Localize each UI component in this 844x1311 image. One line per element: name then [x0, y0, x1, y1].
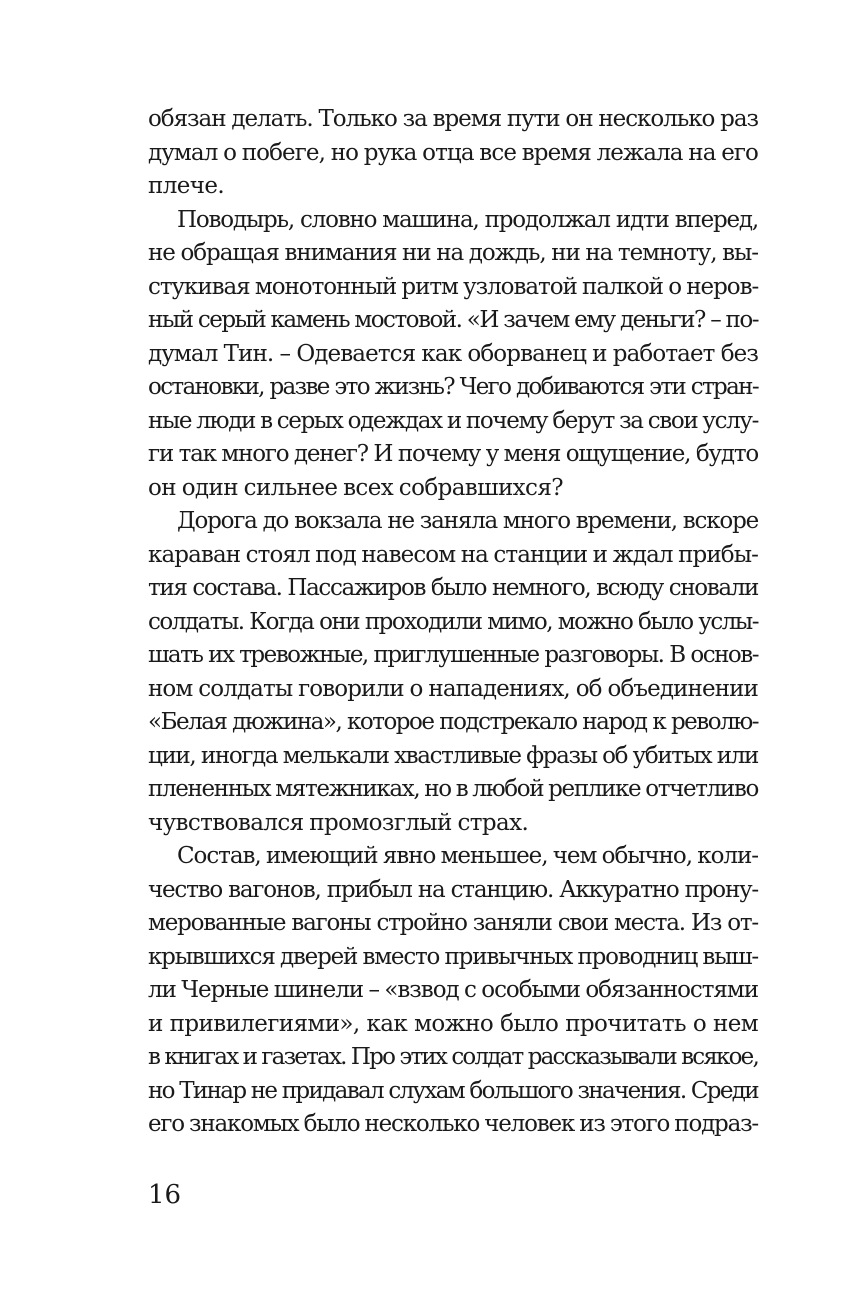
text-line: думал о побеге, но рука отца все время лежала на его [148, 139, 758, 166]
text-line: шать их тревожные, приглушенные разговоры. В основ- [148, 642, 758, 668]
text-line: солдаты. Когда они проходили мимо, можно было услы- [148, 608, 758, 635]
text-line: плененных мятежниках, но в любой реплике отчетливо [148, 776, 758, 802]
text-line: Поводырь, словно машина, продолжал идти вперед, [177, 206, 758, 233]
text-line: крывшихся дверей вместо привычных проводниц выш- [148, 943, 758, 970]
text-line: караван стоял под навесом на станции и ждал прибы- [148, 541, 758, 568]
text-line: обязан делать. Только за время пути он несколько раз [148, 106, 758, 132]
text-line: Состав, имеющий явно меньшее, чем обычно, коли- [177, 843, 758, 869]
text-line: Дорога до вокзала не заняла много времени, вскоре [177, 508, 758, 534]
body-text [148, 103, 758, 1142]
text-line: но Тинар не придавал слухам большого значения. Среди [148, 1077, 758, 1104]
text-line: остановки, разве это жизнь? Чего добиваются эти стран- [148, 374, 758, 400]
text-line: в книгах и газетах. Про этих солдат рассказывали всякое, [148, 1044, 758, 1070]
text-line: стукивая монотонный ритм узловатой палкой о неров- [148, 273, 759, 300]
text-line: ги так много денег? И почему у меня ощущение, будто [148, 441, 758, 467]
text-line: ный серый камень мостовой. «И зачем ему деньги? – по- [148, 307, 758, 333]
text-line: ные люди в серых одеждах и почему берут за свои услу- [148, 407, 758, 434]
text-line: плече. [148, 173, 225, 199]
page-number: 16 [148, 1180, 182, 1210]
text-line: думал Тин. – Одевается как оборванец и работает без [148, 340, 758, 367]
text-line: чувствовался промозглый страх. [148, 809, 529, 836]
text-line: тия состава. Пассажиров было немного, всюду сновали [148, 575, 758, 601]
text-line: и привилегиями», как можно было прочитать о нем [148, 1010, 758, 1037]
text-line: не обращая внимания ни на дождь, ни на темноту, вы- [148, 240, 758, 266]
text-line: мерованные вагоны стройно заняли свои места. Из от- [148, 910, 758, 936]
text-line: чество вагонов, прибыл на станцию. Аккуратно прону- [148, 876, 758, 903]
text-line: ном солдаты говорили о нападениях, об объединении [148, 675, 758, 702]
text-line: ции, иногда мелькали хвастливые фразы об убитых или [148, 742, 758, 769]
text-line: его знакомых было несколько человек из этого подраз- [148, 1111, 758, 1137]
text-line: он один сильнее всех собравшихся? [148, 474, 563, 501]
text-line: «Белая дюжина», которое подстрекало народ к револю- [148, 709, 758, 735]
text-line: ли Черные шинели – «взвод с особыми обязанностями [148, 977, 758, 1003]
